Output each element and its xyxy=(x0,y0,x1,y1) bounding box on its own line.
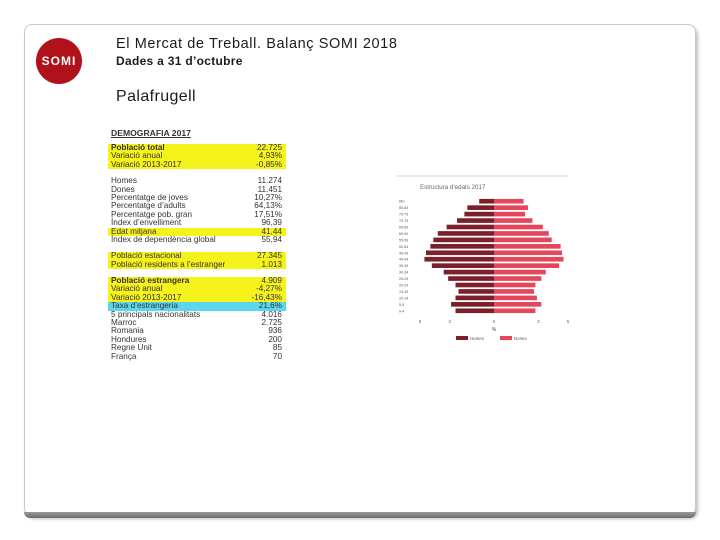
demography-value: 55,94 xyxy=(261,234,282,244)
age-tick-label: 50-54 xyxy=(399,244,409,249)
age-tick-label: 40-44 xyxy=(399,257,409,262)
bar-dones xyxy=(494,205,528,210)
demography-label: Població residents a l’estranger xyxy=(111,259,226,269)
demography-label: Variació 2013-2017 xyxy=(111,159,182,169)
bar-homes xyxy=(447,225,494,230)
bar-dones xyxy=(494,199,524,204)
bar-homes xyxy=(448,276,494,281)
bar-homes xyxy=(457,218,494,223)
demography-row xyxy=(108,353,286,361)
bar-homes xyxy=(438,231,494,236)
demography-value: 27.345 xyxy=(256,251,282,261)
x-tick-label: 5 xyxy=(418,319,422,324)
bar-homes xyxy=(433,238,494,243)
demography-label: Homes xyxy=(111,176,137,186)
demography-heading: DEMOGRAFIA 2017 xyxy=(111,128,191,138)
demography-label: Variació 2013-2017 xyxy=(111,292,182,302)
age-tick-label: 20-24 xyxy=(399,283,409,288)
demography-label: Variació anual xyxy=(111,284,163,294)
bar-homes xyxy=(456,283,494,288)
demography-value: 70 xyxy=(272,351,282,361)
demography-value: 21,6% xyxy=(258,301,282,311)
demography-label: Romania xyxy=(111,326,144,336)
demography-label: 5 principals nacionalitats xyxy=(111,309,201,319)
bar-dones xyxy=(494,276,541,281)
bar-dones xyxy=(494,283,535,288)
bar-dones xyxy=(494,225,543,230)
bar-dones xyxy=(494,296,537,301)
x-axis-label: % xyxy=(491,327,497,333)
demography-label: França xyxy=(111,351,137,361)
age-tick-label: 55-59 xyxy=(399,238,409,243)
demography-value: 4.909 xyxy=(261,276,282,286)
bar-homes xyxy=(456,308,494,313)
demography-value: 22.725 xyxy=(256,143,282,152)
demography-value: 4.016 xyxy=(261,309,282,319)
demography-value: 10,27% xyxy=(254,192,282,202)
bar-dones xyxy=(494,218,532,223)
municipality-name: Palafrugell xyxy=(116,88,197,105)
demography-value: 64,13% xyxy=(254,201,282,211)
somi-logo xyxy=(36,38,84,94)
age-tick-label: 80-84 xyxy=(399,206,409,211)
demography-label: Dones xyxy=(111,184,135,194)
demography-value: 2.725 xyxy=(261,318,282,328)
age-tick-label: 25-29 xyxy=(399,277,409,282)
age-tick-label: 75-79 xyxy=(399,212,409,217)
age-tick-label: 30-34 xyxy=(399,270,409,275)
demography-value: 11.274 xyxy=(257,176,282,186)
bar-dones xyxy=(494,250,562,255)
bar-homes xyxy=(467,205,494,210)
age-tick-label: 85+ xyxy=(399,199,406,204)
bar-homes xyxy=(456,296,494,301)
somi-logo-mark: SOMI xyxy=(36,38,82,84)
age-tick-label: 10-14 xyxy=(399,296,409,301)
bar-dones xyxy=(494,231,549,236)
legend-swatch-dones xyxy=(500,336,512,340)
demography-value: 4,93% xyxy=(258,151,282,161)
demography-label: Hondures xyxy=(111,334,147,344)
demography-label: Marroc xyxy=(111,318,137,328)
age-tick-label: 45-49 xyxy=(399,251,409,256)
demography-label: Índex de dependència global xyxy=(111,234,216,244)
age-tick-label: 5-9 xyxy=(399,302,405,307)
bar-homes xyxy=(424,257,494,262)
age-pyramid-svg xyxy=(396,172,572,352)
bar-homes xyxy=(458,289,494,294)
bar-dones xyxy=(494,289,534,294)
bar-dones xyxy=(494,270,546,275)
slide-bottom-bar xyxy=(24,512,696,518)
demography-value: 85 xyxy=(272,343,282,353)
demography-value: -16,43% xyxy=(251,292,282,302)
age-pyramid-chart xyxy=(396,172,572,352)
demography-row xyxy=(108,161,286,169)
age-tick-label: 15-19 xyxy=(399,289,409,294)
demography-label: Percentatge pob. gran xyxy=(111,209,193,219)
bar-homes xyxy=(444,270,494,275)
demography-value: 11.451 xyxy=(257,184,282,194)
demography-value: 200 xyxy=(268,334,282,344)
x-tick-label: 0 xyxy=(492,319,496,324)
bar-homes xyxy=(432,263,494,268)
demography-label: Població total xyxy=(111,143,165,152)
bar-homes xyxy=(426,250,494,255)
demography-value: 1.013 xyxy=(261,259,282,269)
bar-dones xyxy=(494,263,559,268)
age-tick-label: 65-69 xyxy=(399,225,409,230)
demography-label: Percentatge de joves xyxy=(111,192,188,202)
demography-value: 936 xyxy=(268,326,282,336)
age-tick-label: 60-64 xyxy=(399,231,409,236)
age-tick-label: 0-4 xyxy=(399,309,405,314)
demography-table xyxy=(108,144,286,361)
page-title: El Mercat de Treball. Balanç SOMI 2018 xyxy=(116,36,398,52)
bar-homes xyxy=(430,244,494,249)
legend-swatch-homes xyxy=(456,336,468,340)
demography-panel xyxy=(108,128,286,420)
age-tick-label: 35-39 xyxy=(399,264,409,269)
demography-block xyxy=(108,144,286,169)
demography-label: Població estacional xyxy=(111,251,182,261)
demography-label: Regne Unit xyxy=(111,343,152,353)
demography-value: 17,51% xyxy=(254,209,282,219)
demography-row xyxy=(108,236,286,244)
demography-label: Variació anual xyxy=(111,151,163,161)
demography-label: Percentatge d’adults xyxy=(111,201,186,211)
age-tick-label: 70-74 xyxy=(399,219,409,224)
bar-dones xyxy=(494,238,552,243)
legend-label-dones: Dones xyxy=(514,336,527,341)
page-subtitle: Dades a 31 d’octubre xyxy=(116,54,243,68)
bar-dones xyxy=(494,302,541,307)
bar-dones xyxy=(494,244,561,249)
demography-label: Població estrangera xyxy=(111,276,190,286)
bar-dones xyxy=(494,308,535,313)
demography-label: Edat mitjana xyxy=(111,226,157,236)
demography-block xyxy=(108,252,286,269)
demography-value: -4,27% xyxy=(256,284,282,294)
x-tick-label: 3 xyxy=(537,319,540,324)
demography-row xyxy=(108,261,286,269)
bar-homes xyxy=(464,212,494,217)
legend-label-homes: Homes xyxy=(470,336,484,341)
x-tick-label: 3 xyxy=(448,319,451,324)
bar-dones xyxy=(494,257,564,262)
demography-label: Taxa d’estrangeria xyxy=(111,301,178,311)
demography-label: Índex d’envelliment xyxy=(111,218,182,228)
chart-title: Estructura d’edats 2017 xyxy=(420,184,486,191)
demography-block xyxy=(108,177,286,244)
bar-homes xyxy=(451,302,494,307)
demography-value: -0,85% xyxy=(256,159,282,169)
demography-value: 41,44 xyxy=(261,226,282,236)
x-tick-label: 5 xyxy=(566,319,570,324)
bar-dones xyxy=(494,212,525,217)
bar-homes xyxy=(479,199,494,204)
demography-block xyxy=(108,277,286,361)
demography-value: 96,39 xyxy=(261,218,282,228)
